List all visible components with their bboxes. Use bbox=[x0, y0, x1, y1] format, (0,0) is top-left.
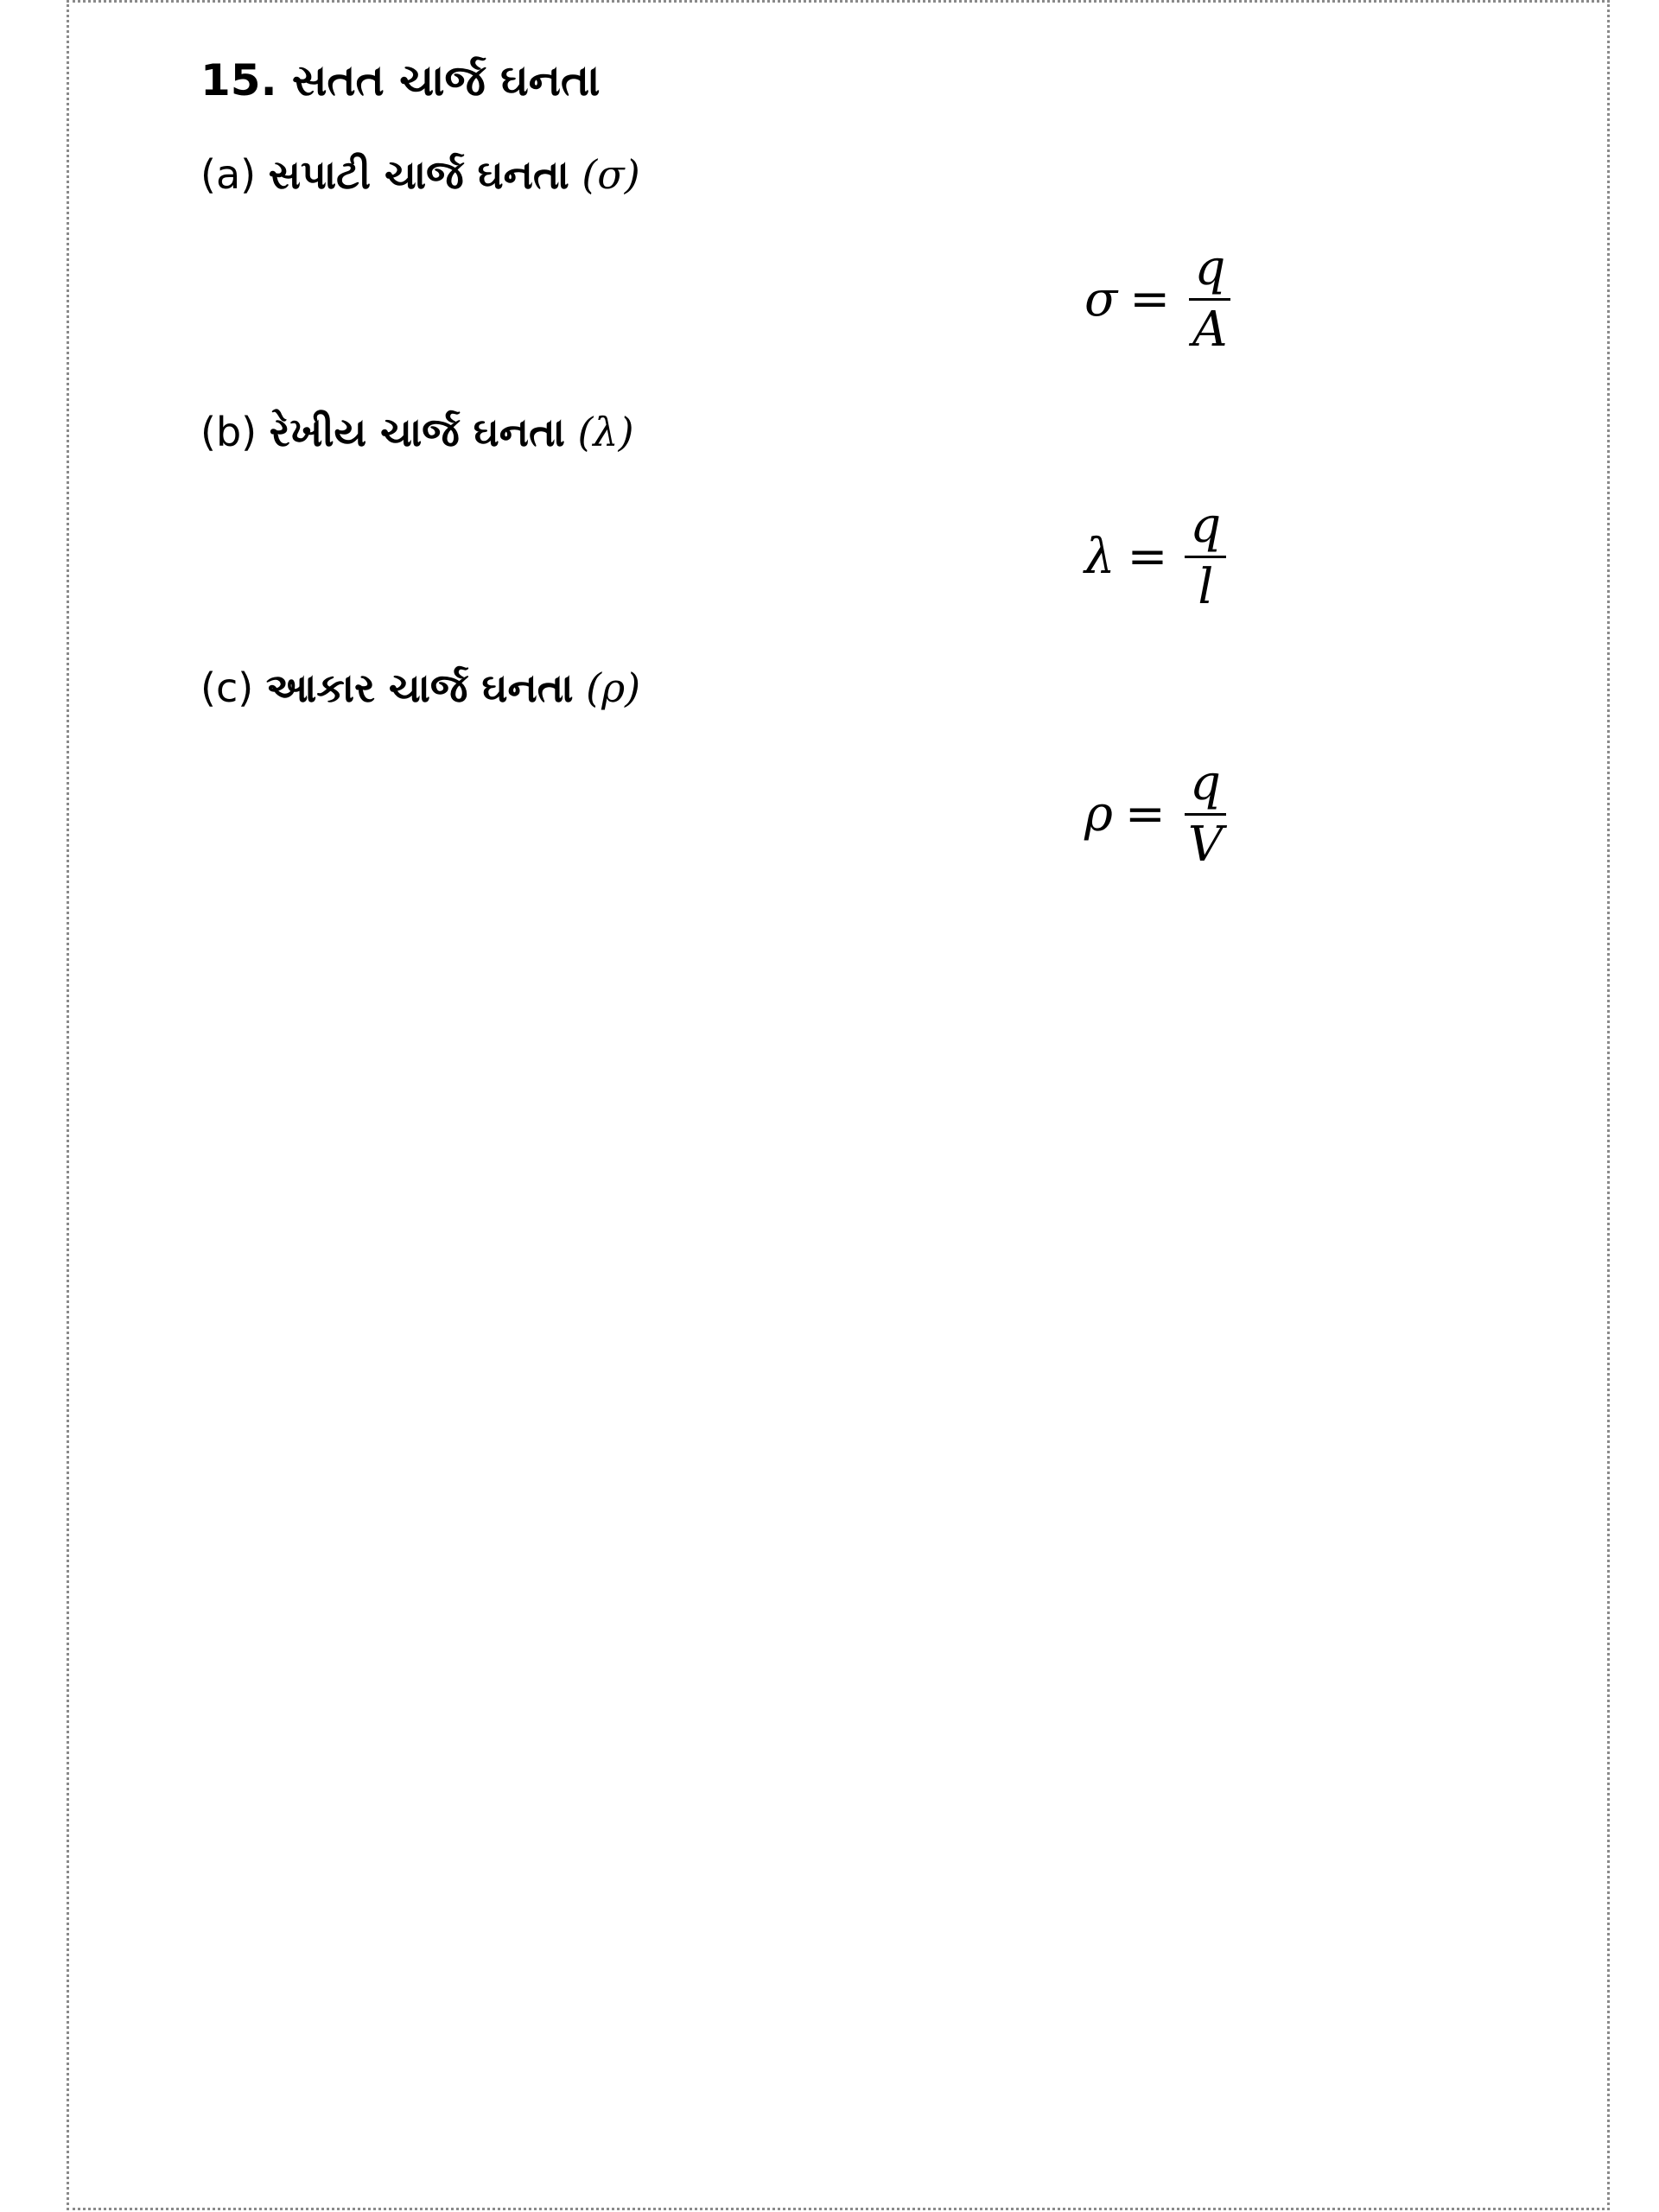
fraction-denominator: l bbox=[1198, 559, 1214, 615]
fraction-numerator: q bbox=[1185, 502, 1226, 558]
equals-sign: = bbox=[1124, 786, 1166, 842]
fraction bbox=[1183, 755, 1228, 873]
subheading-surface-charge-density bbox=[200, 144, 640, 205]
item-marker: (b) bbox=[200, 409, 257, 455]
equation-volume-charge-density bbox=[1084, 755, 1228, 873]
equation-linear-charge-density bbox=[1084, 498, 1226, 615]
fraction bbox=[1187, 240, 1232, 358]
item-marker: (c) bbox=[200, 664, 254, 711]
subheading-volume-charge-density bbox=[200, 658, 640, 718]
item-label: સપાટી ચાર્જ ઘનતા bbox=[268, 151, 569, 198]
item-symbol: (ρ) bbox=[586, 664, 641, 711]
fraction-numerator: q bbox=[1189, 245, 1230, 301]
equals-sign: = bbox=[1129, 271, 1171, 327]
item-symbol: (σ) bbox=[582, 151, 640, 198]
fraction-numerator: q bbox=[1185, 760, 1226, 816]
item-symbol: (λ) bbox=[577, 409, 634, 455]
equation-lhs: σ bbox=[1084, 271, 1118, 327]
fraction-denominator: V bbox=[1187, 817, 1224, 873]
document-page bbox=[67, 0, 1610, 2210]
item-marker: (a) bbox=[200, 151, 257, 198]
equals-sign: = bbox=[1127, 529, 1168, 585]
section-title: 15. સતત ચાર્જ ઘનતા bbox=[200, 55, 601, 105]
subheading-linear-charge-density bbox=[200, 402, 634, 462]
item-label: આકાર ચાર્જ ઘનતા bbox=[265, 664, 574, 711]
fraction bbox=[1185, 498, 1226, 615]
item-label: રેખીય ચાર્જ ઘનતા bbox=[269, 409, 565, 455]
equation-lhs: ρ bbox=[1084, 786, 1113, 842]
fraction-denominator: A bbox=[1192, 302, 1228, 358]
equation-surface-charge-density bbox=[1084, 240, 1233, 358]
equation-lhs: λ bbox=[1084, 529, 1116, 585]
